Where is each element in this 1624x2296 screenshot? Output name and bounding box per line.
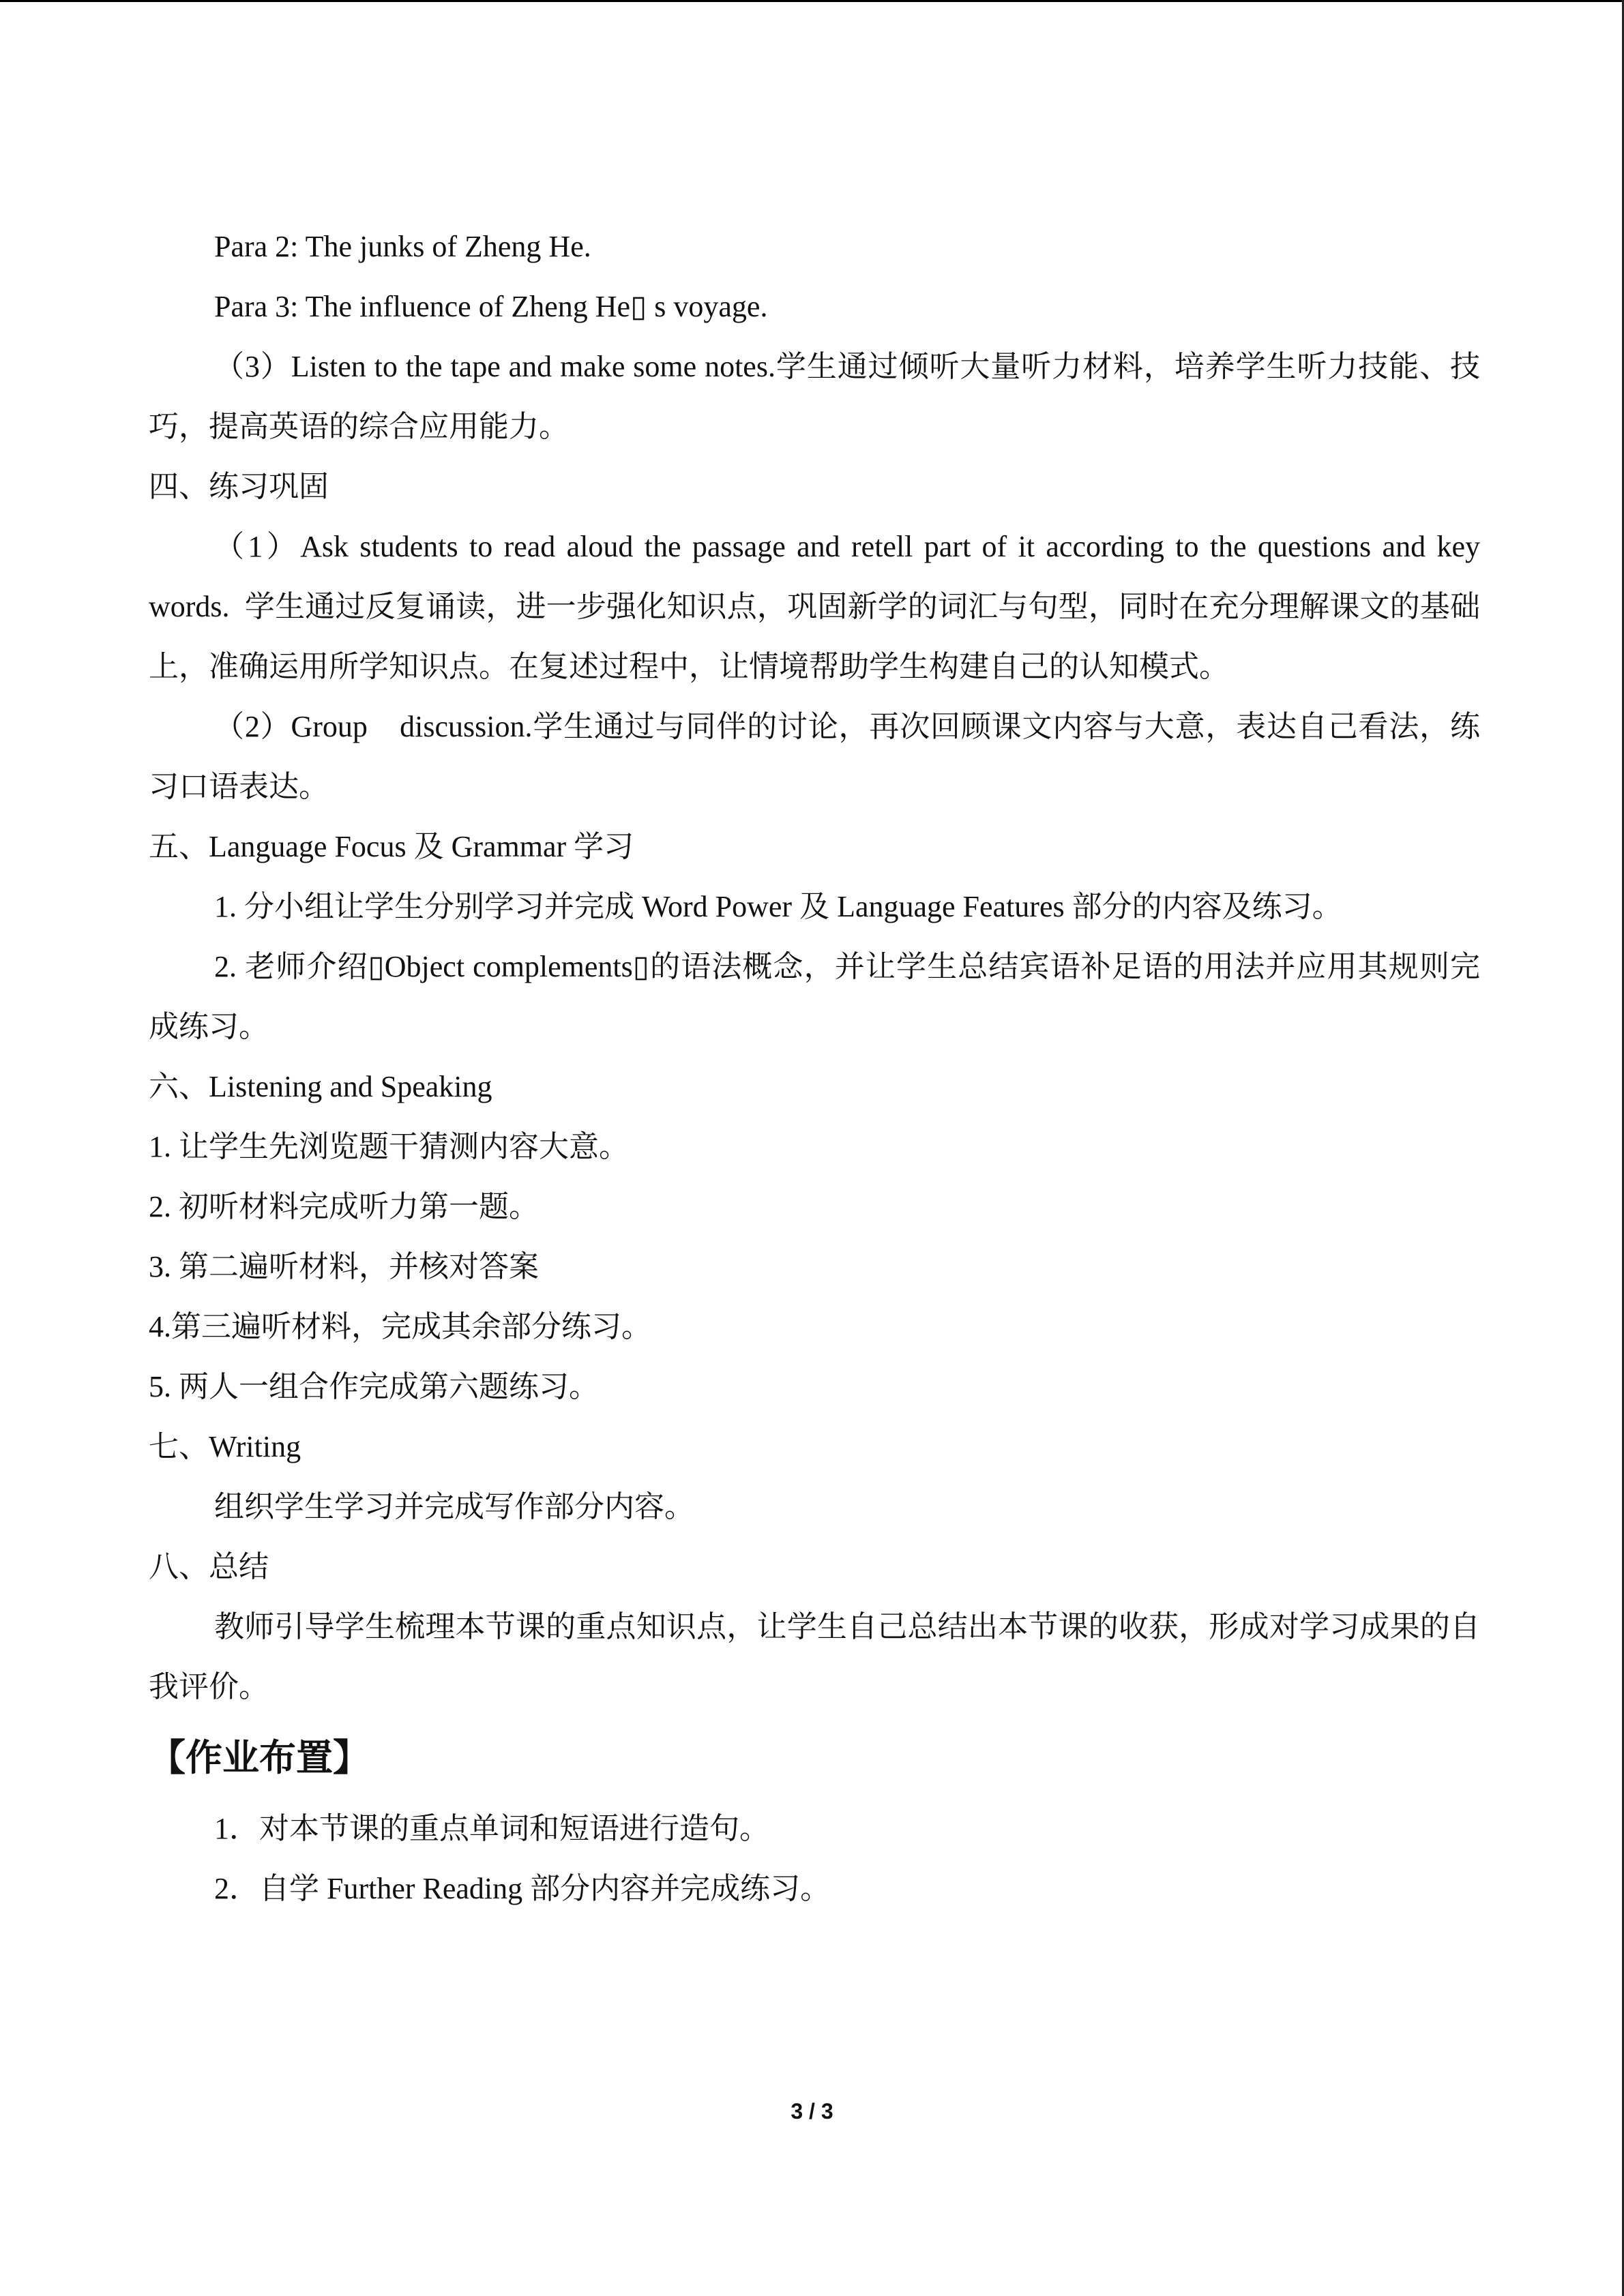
section-4-item-2: （2）Group discussion.学生通过与同伴的讨论，再次回顾课文内容与大意，表达自己看法，练习口语表达。 [149, 710, 1480, 803]
section-6-item-2: 2. 初听材料完成听力第一题。 [149, 1190, 539, 1223]
document-body [149, 217, 1495, 1919]
homework-item-1: 1．对本节课的重点单词和短语进行造句。 [214, 1812, 769, 1845]
section-5-item-1: 1. 分小组让学生分别学习并完成 Word Power 及 Language Features 部分的内容及练习。 [214, 890, 1342, 923]
section-8-body: 教师引导学生梳理本节课的重点知识点，让学生自己总结出本节课的收获，形成对学习成果的自我评价。 [149, 1610, 1480, 1703]
section-7-title: 七、Writing [149, 1430, 301, 1463]
section-6-title: 六、Listening and Speaking [149, 1070, 492, 1103]
page-number: 3 / 3 [791, 2099, 833, 2123]
section-4-title: 四、练习巩固 [149, 470, 329, 503]
listen-step-3: （3）Listen to the tape and make some notes.学生通过倾听大量听力材料，培养学生听力技能、技巧，提高英语的综合应用能力。 [149, 350, 1480, 443]
section-6-item-5: 5. 两人一组合作完成第六题练习。 [149, 1370, 599, 1403]
section-6-item-3: 3. 第二遍听材料，并核对答案 [149, 1250, 539, 1283]
section-6-item-1: 1. 让学生先浏览题干猜测内容大意。 [149, 1130, 629, 1163]
homework-item-2: 2．自学 Further Reading 部分内容并完成练习。 [214, 1872, 831, 1905]
para3-line: Para 3: The influence of Zheng He▯ s voyage. [214, 290, 768, 323]
para2-line: Para 2: The junks of Zheng He. [214, 230, 591, 263]
section-7-body: 组织学生学习并完成写作部分内容。 [214, 1490, 694, 1523]
homework-heading: 【作业布置】 [149, 1736, 370, 1779]
section-6-item-4: 4.第三遍听材料，完成其余部分练习。 [149, 1310, 651, 1343]
section-5-item-2: 2. 老师介绍▯Object complements▯的语法概念，并让学生总结宾语补足语的用法并应用其规则完成练习。 [149, 950, 1480, 1043]
section-5-title: 五、Language Focus 及 Grammar 学习 [149, 830, 634, 863]
page-top-border [0, 0, 1624, 2]
section-4-item-1: （1）Ask students to read aloud the passage and retell part of it according to the questions and key words. 学生通过反复诵读，进一步强化知识点，巩固新学的词汇与句型，同时在充分理解课文的基础上，准确运用所学知识点。在复述过程中，让情境帮助学生构建自己的认知模式。 [149, 530, 1495, 683]
section-8-title: 八、总结 [149, 1550, 269, 1583]
